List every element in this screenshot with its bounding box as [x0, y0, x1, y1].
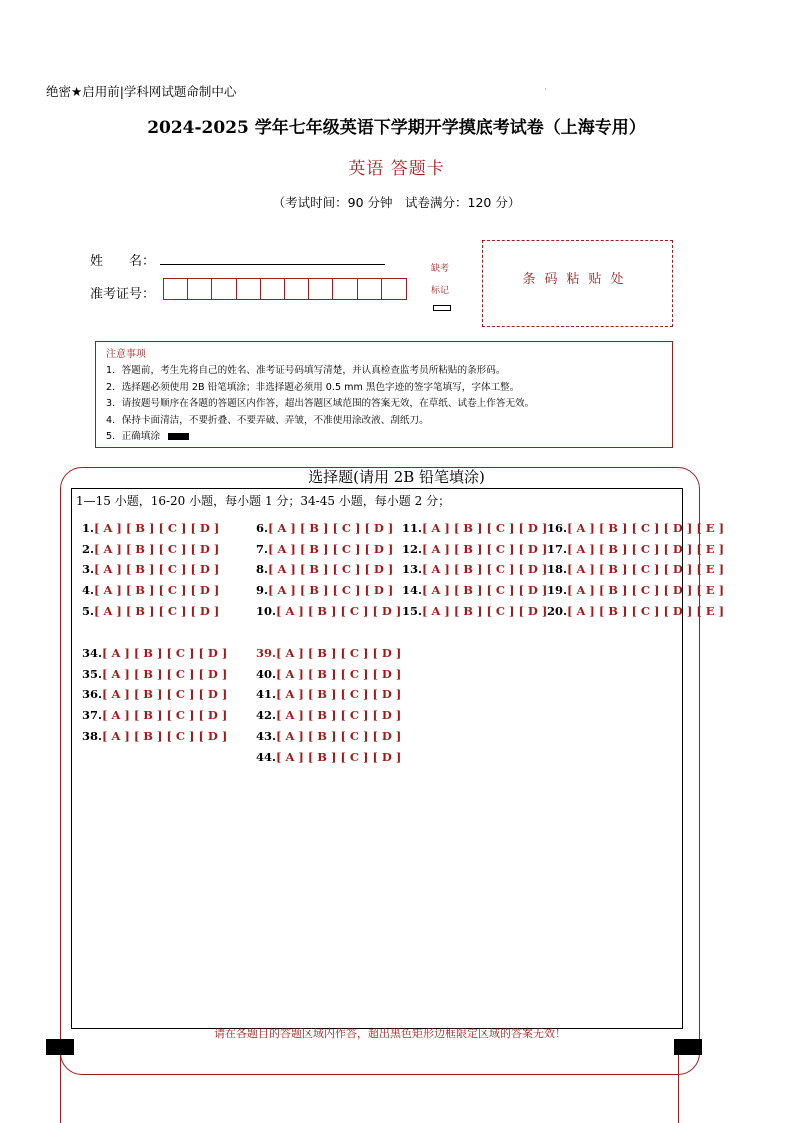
answer-options[interactable]: [ A ] [ B ] [ C ] [ D ]	[268, 521, 394, 535]
id-label: 准考证号：	[90, 287, 156, 302]
notice-box	[95, 341, 673, 448]
question-row[interactable]	[547, 542, 724, 556]
question-row[interactable]	[82, 562, 219, 576]
id-digit-box[interactable]	[382, 279, 406, 299]
id-digit-box[interactable]	[333, 279, 357, 299]
id-digit-box[interactable]	[309, 279, 333, 299]
answer-options[interactable]: [ A ] [ B ] [ C ] [ D ]	[102, 687, 228, 702]
answer-options[interactable]: [ A ] [ B ] [ C ] [ D ] [ E ]	[567, 603, 725, 618]
question-number: 38.	[82, 728, 103, 743]
answer-options[interactable]: [ A ] [ B ] [ C ] [ D ]	[422, 603, 548, 618]
choice-section-title: 选择题(请用 2B 铅笔填涂)	[308, 468, 485, 486]
answer-options[interactable]: [ A ] [ B ] [ C ] [ D ]	[276, 728, 402, 743]
name-label: 姓 名：	[90, 254, 156, 269]
answer-options[interactable]: [ A ] [ B ] [ C ] [ D ] [ E ]	[567, 562, 725, 577]
question-row[interactable]	[402, 604, 547, 618]
id-digit-box[interactable]	[212, 279, 236, 299]
question-number: 19.	[547, 583, 568, 598]
question-row[interactable]	[256, 687, 401, 701]
question-row[interactable]	[256, 542, 393, 556]
answer-options[interactable]: [ A ] [ B ] [ C ] [ D ]	[276, 666, 402, 681]
question-row[interactable]	[402, 542, 547, 556]
id-digit-box[interactable]	[285, 279, 309, 299]
question-row[interactable]	[402, 583, 547, 597]
question-number: 35.	[82, 666, 103, 681]
question-number: 13.	[402, 562, 423, 577]
exam-info: （考试时间：90 分钟 试卷满分：120 分）	[272, 195, 521, 210]
question-row[interactable]	[547, 604, 724, 618]
absent-mark-box[interactable]	[433, 305, 451, 311]
question-row[interactable]	[82, 708, 227, 722]
answer-options[interactable]: [ A ] [ B ] [ C ] [ D ]	[94, 562, 220, 577]
answer-options[interactable]: [ A ] [ B ] [ C ] [ D ]	[94, 541, 220, 556]
question-row[interactable]	[82, 521, 219, 535]
question-number: 9.	[256, 583, 269, 598]
question-number: 43.	[256, 728, 277, 743]
answer-options[interactable]: [ A ] [ B ] [ C ] [ D ]	[276, 687, 402, 702]
answer-options[interactable]: [ A ] [ B ] [ C ] [ D ] [ E ]	[567, 521, 725, 535]
question-row[interactable]	[256, 708, 401, 722]
answer-options[interactable]: [ A ] [ B ] [ C ] [ D ]	[94, 583, 220, 598]
question-row[interactable]	[82, 687, 227, 701]
question-row[interactable]	[256, 729, 401, 743]
question-number: 36.	[82, 687, 103, 702]
barcode-label: 条码粘贴处	[522, 272, 633, 287]
question-number: 7.	[256, 541, 269, 556]
name-field[interactable]	[160, 264, 385, 265]
answer-options[interactable]: [ A ] [ B ] [ C ] [ D ]	[422, 541, 548, 556]
question-number: 39.	[256, 646, 277, 660]
question-row[interactable]	[82, 604, 219, 618]
barcode-area	[482, 240, 673, 327]
question-number: 37.	[82, 708, 103, 723]
question-number: 5.	[82, 603, 95, 618]
alignment-marker-right	[674, 1039, 702, 1055]
confidential-label: 绝密★启用前|学科网试题命制中心	[46, 84, 237, 99]
id-digit-box[interactable]	[164, 279, 188, 299]
question-number: 1.	[82, 521, 95, 535]
answer-options[interactable]: [ A ] [ B ] [ C ] [ D ]	[102, 728, 228, 743]
question-row[interactable]	[547, 583, 724, 597]
question-number: 8.	[256, 562, 269, 577]
question-row[interactable]	[402, 521, 547, 535]
answer-options[interactable]: [ A ] [ B ] [ C ] [ D ]	[268, 562, 394, 577]
notice-item	[106, 429, 662, 445]
question-row[interactable]	[547, 521, 724, 535]
question-row[interactable]	[256, 646, 401, 660]
question-number: 42.	[256, 708, 277, 723]
question-number: 34.	[82, 646, 103, 660]
id-digit-box[interactable]	[188, 279, 212, 299]
question-row[interactable]	[256, 667, 401, 681]
question-row[interactable]	[256, 750, 401, 764]
question-number: 12.	[402, 541, 423, 556]
question-number: 3.	[82, 562, 95, 577]
answer-options[interactable]: [ A ] [ B ] [ C ] [ D ]	[276, 603, 402, 618]
question-number: 20.	[547, 603, 568, 618]
question-number: 6.	[256, 521, 269, 535]
question-row[interactable]	[256, 604, 401, 618]
answer-options[interactable]: [ A ] [ B ] [ C ] [ D ]	[422, 521, 548, 535]
question-number: 44.	[256, 749, 277, 764]
question-row[interactable]	[256, 583, 393, 597]
answer-options[interactable]: [ A ] [ B ] [ C ] [ D ]	[276, 708, 402, 723]
answer-options[interactable]: [ A ] [ B ] [ C ] [ D ]	[94, 521, 220, 535]
question-number: 18.	[547, 562, 568, 577]
answer-options[interactable]: [ A ] [ B ] [ C ] [ D ]	[102, 708, 228, 723]
question-row[interactable]	[82, 542, 219, 556]
id-number-boxes[interactable]	[163, 278, 407, 300]
answer-options[interactable]: [ A ] [ B ] [ C ] [ D ]	[94, 603, 220, 618]
id-digit-box[interactable]	[261, 279, 285, 299]
question-number: 41.	[256, 687, 277, 702]
answer-options[interactable]: [ A ] [ B ] [ C ] [ D ] [ E ]	[567, 541, 725, 556]
question-number: 2.	[82, 541, 95, 556]
answer-options[interactable]: [ A ] [ B ] [ C ] [ D ]	[422, 583, 548, 598]
notice-item-text: 5．正确填涂	[106, 431, 161, 443]
answer-options[interactable]: [ A ] [ B ] [ C ] [ D ]	[102, 646, 228, 660]
answer-sheet-subtitle: 英语 答题卡	[348, 159, 445, 179]
answer-options[interactable]: [ A ] [ B ] [ C ] [ D ]	[276, 646, 402, 660]
question-row[interactable]	[256, 562, 393, 576]
fill-sample-mark	[168, 433, 189, 440]
notice-title: 注意事项	[106, 349, 146, 360]
answer-options[interactable]: [ A ] [ B ] [ C ] [ D ]	[276, 749, 402, 764]
footer-note: 请在各题目的答题区域内作答，超出黑色矩形边框限定区域的答案无效！	[214, 1027, 566, 1040]
question-row[interactable]	[82, 729, 227, 743]
choice-section-description: 1—15 小题，16-20 小题，每小题 1 分；34-45 小题，每小题 2 分；	[76, 494, 451, 508]
question-row[interactable]	[547, 562, 724, 576]
question-number: 10.	[256, 603, 277, 618]
alignment-marker-left	[46, 1039, 74, 1055]
question-number: 40.	[256, 666, 277, 681]
question-row[interactable]	[82, 583, 219, 597]
question-number: 17.	[547, 541, 568, 556]
id-digit-box[interactable]	[237, 279, 261, 299]
exam-title: 2024-2025 学年七年级英语下学期开学摸底考试卷（上海专用）	[147, 118, 646, 138]
answer-options[interactable]: [ A ] [ B ] [ C ] [ D ]	[268, 541, 394, 556]
scan-dot	[545, 88, 546, 90]
question-row[interactable]	[402, 562, 547, 576]
answer-options[interactable]: [ A ] [ B ] [ C ] [ D ]	[268, 583, 394, 598]
notice-item: 2．选择题必须使用 2B 铅笔填涂；非选择题必须用 0.5 mm 黑色字迹的签字笔填写，字体工整。	[106, 381, 520, 393]
absent-mark-label-1: 缺考	[431, 264, 450, 274]
question-number: 16.	[547, 521, 568, 535]
question-row[interactable]	[82, 667, 227, 681]
id-digit-box[interactable]	[358, 279, 382, 299]
notice-item: 4．保持卡面清洁，不要折叠、不要弄破、弄皱，不准使用涂改液、刮纸刀。	[106, 414, 429, 426]
absent-mark-label-2: 标记	[431, 286, 450, 296]
question-number: 4.	[82, 583, 95, 598]
question-number: 15.	[402, 603, 423, 618]
answer-options[interactable]: [ A ] [ B ] [ C ] [ D ]	[422, 562, 548, 577]
question-number: 11.	[402, 521, 423, 535]
answer-options[interactable]: [ A ] [ B ] [ C ] [ D ] [ E ]	[567, 583, 725, 598]
question-row[interactable]	[82, 646, 227, 660]
notice-item: 1．答题前，考生先将自己的姓名、准考证号码填写清楚，并认真检查监考员所粘贴的条形码。	[106, 365, 506, 377]
question-row[interactable]	[256, 521, 393, 535]
answer-options[interactable]: [ A ] [ B ] [ C ] [ D ]	[102, 666, 228, 681]
notice-item: 3．请按题号顺序在各题的答题区内作答，超出答题区域范围的答案无效，在草纸、试卷上作答无效。	[106, 398, 535, 410]
question-number: 14.	[402, 583, 423, 598]
